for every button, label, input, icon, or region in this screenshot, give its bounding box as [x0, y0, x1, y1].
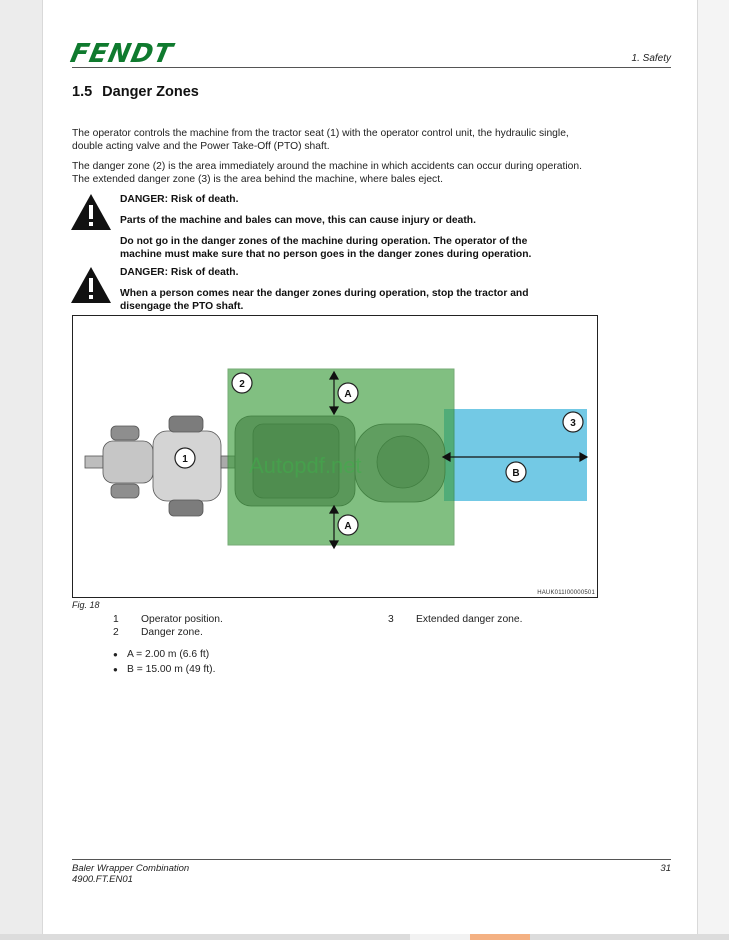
watermark-text: Autopdf.net [249, 453, 362, 478]
legend-text: Operator position. [141, 614, 223, 625]
paragraph-danger-zone: The danger zone (2) is the area immediately around the machine in which accidents can occur during operation. The extended danger zone (3) is the area behind the machine, where bales eject. [72, 161, 582, 185]
callout-a-top-label: A [344, 389, 352, 400]
page-title [72, 84, 199, 100]
callout-b-label: B [512, 468, 520, 479]
warning-triangle-icon [70, 266, 112, 304]
scrollbar-track-highlight [410, 934, 470, 940]
figure-image-id: HAUK011I00000501 [537, 590, 595, 596]
bullet-text: A = 2.00 m (6.6 ft) [127, 649, 210, 660]
danger-zone-figure [72, 315, 598, 598]
legend-number: 2 [113, 627, 119, 638]
tractor-illustration [85, 416, 235, 516]
warning-1-line-2: Parts of the machine and bales can move, this can cause injury or death. [120, 215, 476, 226]
page-number: 31 [660, 863, 671, 874]
header-divider [72, 67, 671, 68]
paragraph-operator: The operator controls the machine from the tractor seat (1) with the operator control unit, the hydraulic single, double acting valve and the Power Take-Off (PTO) shaft. [72, 128, 569, 152]
heading-title: Danger Zones [102, 84, 199, 100]
callout-a-bottom-label: A [344, 521, 352, 532]
section-label: 1. Safety [631, 53, 671, 64]
warning-1-title: DANGER: Risk of death. [120, 194, 239, 205]
footer-title: Baler Wrapper Combination [72, 863, 190, 874]
warning-2-line-2: When a person comes near the danger zones during operation, stop the tractor and disengage the PTO shaft. [120, 288, 529, 312]
bullet-text: B = 15.00 m (49 ft). [127, 664, 216, 675]
legend-text: Danger zone. [141, 627, 203, 638]
warning-1-line-3: Do not go in the danger zones of the machine during operation. The operator of the machine must make sure that no person goes in the danger zones during operation. [120, 236, 532, 260]
legend-number: 1 [113, 614, 119, 625]
warning-triangle-icon [70, 193, 112, 231]
legend-number: 3 [388, 614, 394, 625]
horizontal-scrollbar[interactable] [0, 934, 729, 940]
warning-2-title: DANGER: Risk of death. [120, 267, 239, 278]
figure-caption: Fig. 18 [72, 600, 100, 610]
bullet-dimension-a: ● A = 2.00 m (6.6 ft) [113, 649, 210, 660]
viewer-side-rail [697, 0, 729, 934]
callout-2-label: 2 [239, 379, 245, 390]
warning-text-2 [120, 266, 565, 321]
callout-1-label: 1 [182, 454, 188, 465]
scrollbar-thumb[interactable] [470, 934, 530, 940]
legend-item-2 [113, 627, 203, 638]
fendt-logo [67, 39, 191, 69]
legend-item-3 [388, 614, 522, 625]
legend-item-1 [113, 614, 223, 625]
warning-text-1 [120, 193, 565, 269]
logo-text: FENDT [67, 39, 176, 69]
footer-document-info [72, 863, 189, 885]
footer-divider [72, 859, 671, 860]
legend-text: Extended danger zone. [416, 614, 523, 625]
footer-code: 4900.FT.EN01 [72, 874, 133, 885]
bullet-dimension-b: ● B = 15.00 m (49 ft). [113, 664, 216, 675]
callout-3-label: 3 [570, 418, 576, 429]
heading-number: 1.5 [72, 84, 93, 100]
